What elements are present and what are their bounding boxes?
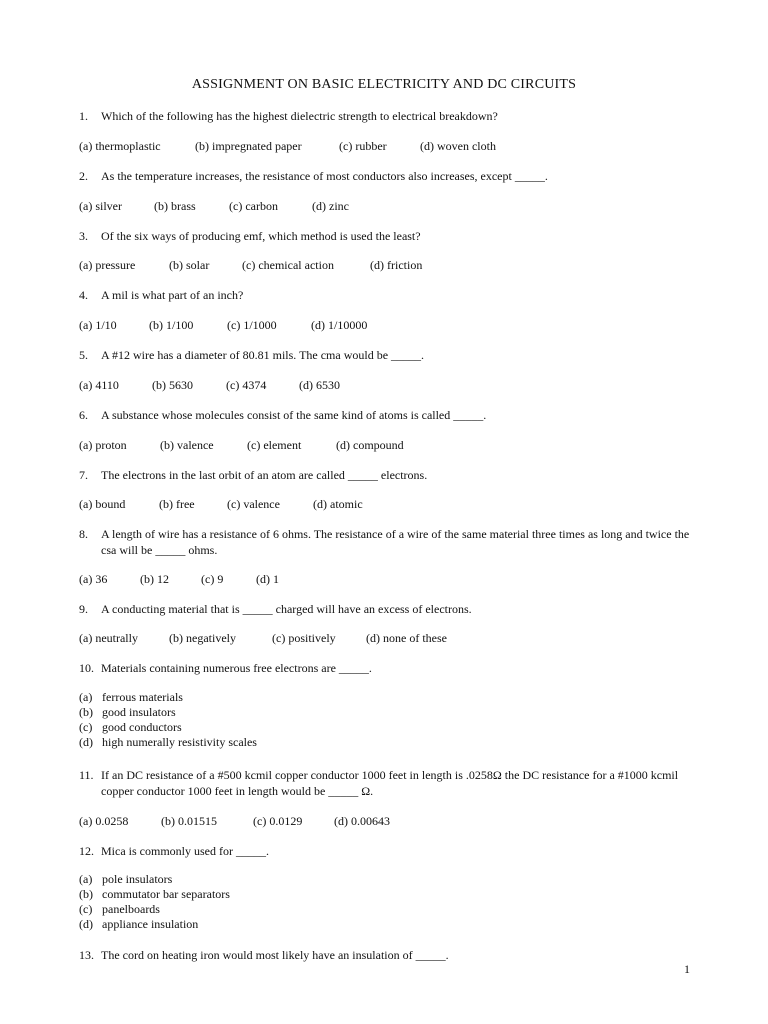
option-b: (b) 5630	[152, 378, 193, 392]
question-7	[79, 467, 427, 483]
option-a: (a) 1/10	[79, 318, 117, 332]
question-10	[79, 660, 372, 676]
option-b: (b) 1/100	[149, 318, 194, 332]
option-c: (c) 1/1000	[227, 318, 277, 332]
page-number: 1	[684, 962, 690, 976]
answer-options-2	[79, 198, 349, 214]
option-b: (b) 12	[140, 572, 169, 586]
question-text: A mil is what part of an inch?	[101, 288, 244, 302]
option-d: (d) friction	[370, 258, 423, 272]
question-number: 1.	[79, 109, 88, 123]
page-title: ASSIGNMENT ON BASIC ELECTRICITY AND DC CIRCUITS	[191, 77, 577, 92]
question-4	[79, 287, 243, 303]
option-label: (d)	[79, 917, 93, 931]
option-a: (a) thermoplastic	[79, 139, 161, 153]
option-c: (c) 0.0129	[253, 814, 303, 828]
question-number: 12.	[79, 844, 94, 858]
question-text: As the temperature increases, the resistance of most conductors also increases, except _____.	[101, 169, 548, 183]
list-item	[79, 705, 257, 720]
option-a: (a) 36	[79, 572, 108, 586]
option-a: (a) pressure	[79, 258, 136, 272]
question-12	[79, 843, 269, 859]
option-c: (c) element	[247, 438, 302, 452]
question-13	[79, 947, 449, 963]
option-label: (c)	[79, 902, 93, 916]
question-number: 5.	[79, 348, 88, 362]
option-b: (b) free	[159, 497, 195, 511]
option-text: ferrous materials	[102, 690, 183, 704]
answer-options-5	[79, 377, 340, 393]
answer-list-12	[79, 872, 230, 932]
list-item	[79, 887, 230, 902]
answer-options-7	[79, 496, 363, 512]
option-label: (a)	[79, 872, 93, 886]
option-d: (d) woven cloth	[420, 139, 496, 153]
option-text: pole insulators	[102, 872, 173, 886]
option-a: (a) 4110	[79, 378, 119, 392]
option-label: (c)	[79, 720, 93, 734]
question-number: 2.	[79, 169, 88, 183]
answer-list-10	[79, 690, 257, 750]
question-6	[79, 407, 486, 423]
question-9	[79, 601, 472, 617]
option-b: (b) 0.01515	[161, 814, 217, 828]
question-text: The cord on heating iron would most likely have an insulation of _____.	[101, 948, 449, 962]
option-d: (d) 1/10000	[311, 318, 368, 332]
question-number: 8.	[79, 527, 88, 541]
question-1	[79, 108, 498, 124]
option-d: (d) zinc	[312, 199, 349, 213]
option-b: (b) negatively	[169, 631, 236, 645]
question-8	[79, 526, 693, 558]
question-text: A #12 wire has a diameter of 80.81 mils. The cma would be _____.	[101, 348, 425, 362]
option-text: good insulators	[102, 705, 176, 719]
option-d: (d) 0.00643	[334, 814, 390, 828]
question-text: A length of wire has a resistance of 6 ohms. The resistance of a wire of the same material three times as long and twice the csa will be _____ ohms.	[101, 527, 690, 557]
option-c: (c) positively	[272, 631, 336, 645]
question-number: 11.	[79, 768, 94, 782]
option-c: (c) valence	[227, 497, 280, 511]
list-item	[79, 872, 230, 887]
list-item	[79, 902, 230, 917]
question-text: Of the six ways of producing emf, which method is used the least?	[101, 229, 421, 243]
question-text: Materials containing numerous free electrons are _____.	[101, 661, 372, 675]
option-label: (a)	[79, 690, 93, 704]
option-label: (d)	[79, 735, 93, 749]
answer-options-4	[79, 317, 367, 333]
option-d: (d) 1	[256, 572, 279, 586]
option-c: (c) 4374	[226, 378, 267, 392]
option-a: (a) 0.0258	[79, 814, 129, 828]
question-number: 6.	[79, 408, 88, 422]
question-number: 4.	[79, 288, 88, 302]
question-text: A substance whose molecules consist of the same kind of atoms is called _____.	[101, 408, 487, 422]
option-b: (b) brass	[154, 199, 196, 213]
question-text: If an DC resistance of a #500 kcmil copper conductor 1000 feet in length is .0258Ω the DC resistance for a #1000 kcmil copper conductor 1000 feet in length would be _____ Ω.	[101, 768, 679, 798]
answer-options-9	[79, 630, 447, 646]
option-b: (b) impregnated paper	[195, 139, 302, 153]
option-d: (d) 6530	[299, 378, 340, 392]
option-a: (a) proton	[79, 438, 127, 452]
option-label: (b)	[79, 887, 93, 901]
question-text: Which of the following has the highest dielectric strength to electrical breakdown?	[101, 109, 498, 123]
option-b: (b) solar	[169, 258, 210, 272]
option-label: (b)	[79, 705, 93, 719]
option-text: high numerally resistivity scales	[102, 735, 257, 749]
option-a: (a) neutrally	[79, 631, 138, 645]
question-number: 3.	[79, 229, 88, 243]
question-3	[79, 228, 421, 244]
option-text: good conductors	[102, 720, 182, 734]
option-c: (c) chemical action	[242, 258, 334, 272]
answer-options-8	[79, 571, 279, 587]
list-item	[79, 917, 230, 932]
question-5	[79, 347, 424, 363]
question-text: Mica is commonly used for _____.	[101, 844, 269, 858]
list-item	[79, 720, 257, 735]
option-d: (d) compound	[336, 438, 404, 452]
answer-options-3	[79, 257, 422, 273]
question-11	[79, 767, 693, 799]
question-number: 9.	[79, 602, 88, 616]
option-text: commutator bar separators	[102, 887, 230, 901]
option-b: (b) valence	[160, 438, 214, 452]
answer-options-11	[79, 813, 390, 829]
option-a: (a) silver	[79, 199, 122, 213]
answer-options-6	[79, 437, 404, 453]
option-c: (c) rubber	[339, 139, 387, 153]
question-number: 7.	[79, 468, 88, 482]
option-d: (d) atomic	[313, 497, 363, 511]
option-text: appliance insulation	[102, 917, 199, 931]
question-text: The electrons in the last orbit of an atom are called _____ electrons.	[101, 468, 428, 482]
list-item	[79, 735, 257, 750]
answer-options-1	[79, 138, 496, 154]
option-a: (a) bound	[79, 497, 126, 511]
question-2	[79, 168, 548, 184]
list-item	[79, 690, 257, 705]
option-text: panelboards	[102, 902, 160, 916]
option-d: (d) none of these	[366, 631, 447, 645]
question-text: A conducting material that is _____ charged will have an excess of electrons.	[101, 602, 472, 616]
option-c: (c) 9	[201, 572, 224, 586]
question-number: 13.	[79, 948, 94, 962]
option-c: (c) carbon	[229, 199, 278, 213]
question-number: 10.	[79, 661, 94, 675]
